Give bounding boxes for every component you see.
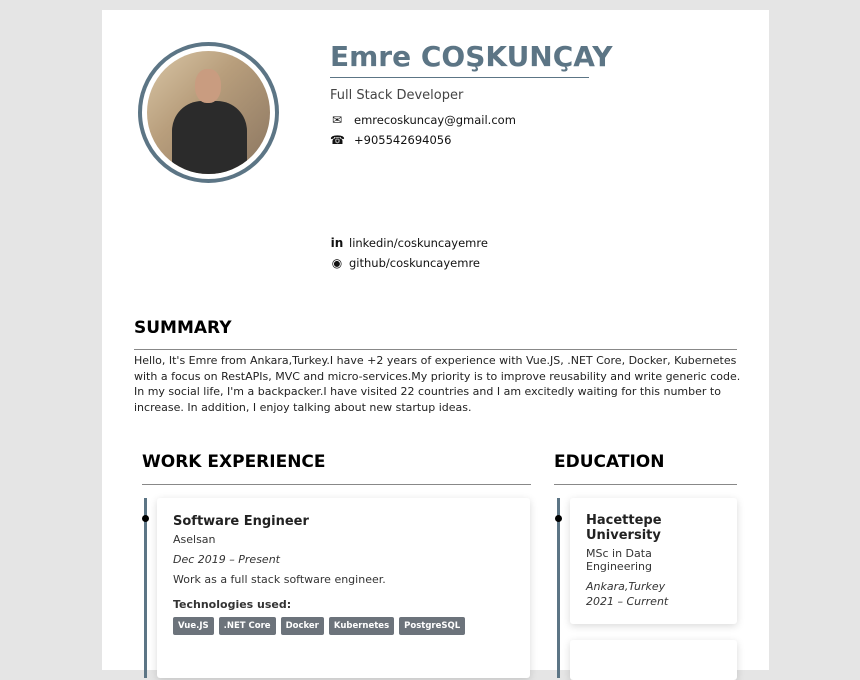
- school-dates: 2021 – Current: [586, 595, 669, 608]
- tech-tag: Docker: [281, 617, 324, 635]
- summary-heading: SUMMARY: [134, 318, 232, 338]
- tech-tag: Kubernetes: [329, 617, 394, 635]
- education-card: [570, 498, 737, 624]
- tech-label: Technologies used:: [173, 598, 292, 611]
- job-dates: Dec 2019 – Present: [173, 553, 280, 566]
- email-text: emrecoskuncay@gmail.com: [354, 113, 516, 127]
- divider: [554, 484, 737, 485]
- divider: [142, 484, 531, 485]
- envelope-icon: ✉: [331, 113, 343, 127]
- phone-contact[interactable]: [330, 133, 451, 147]
- tech-tag: Vue.JS: [173, 617, 214, 635]
- job-role: Full Stack Developer: [330, 88, 464, 103]
- education-card: [570, 640, 737, 680]
- timeline-dot: [142, 515, 149, 522]
- job-title: Software Engineer: [173, 514, 309, 529]
- email-contact[interactable]: [330, 113, 516, 127]
- school-name: Hacettepe University: [586, 513, 662, 543]
- tech-tag: .NET Core: [219, 617, 276, 635]
- resume-page: [102, 10, 769, 670]
- degree: MSc in Data Engineering: [586, 547, 652, 573]
- linkedin-link[interactable]: [330, 236, 488, 250]
- school-location: Ankara,Turkey: [586, 580, 666, 593]
- phone-icon: ☎: [330, 133, 345, 147]
- full-name: Emre COŞKUNÇAY: [330, 40, 589, 78]
- summary-text: Hello, It's Emre from Ankara,Turkey.I have +2 years of experience with Vue.JS, .NET Core, Docker, Kubernetes with a focus on RestAPIs, MVC and micro-services.My priority is to improve reusability and write generic code. In my social life, I'm a backpacker.I have visited 22 countries and I am excitedly waiting for this number to increase. In addition, I enjoy talking about new startup ideas.: [134, 354, 741, 414]
- timeline-dot: [555, 515, 562, 522]
- job-card: [157, 498, 530, 678]
- timeline-line: [557, 498, 560, 678]
- job-description: Work as a full stack software engineer.: [173, 573, 386, 586]
- phone-text: +905542694056: [354, 133, 452, 147]
- linkedin-text: linkedin/coskuncayemre: [349, 236, 488, 250]
- tech-tag: PostgreSQL: [399, 617, 465, 635]
- profile-photo: [138, 42, 279, 183]
- timeline-line: [144, 498, 147, 678]
- tech-tags: [173, 617, 514, 635]
- job-company: Aselsan: [173, 533, 216, 546]
- divider: [134, 349, 737, 350]
- github-icon: ◉: [331, 256, 343, 270]
- work-heading: WORK EXPERIENCE: [142, 452, 326, 472]
- education-heading: EDUCATION: [554, 452, 665, 472]
- github-text: github/coskuncayemre: [349, 256, 480, 270]
- linkedin-icon: in: [330, 236, 344, 250]
- github-link[interactable]: [330, 256, 480, 270]
